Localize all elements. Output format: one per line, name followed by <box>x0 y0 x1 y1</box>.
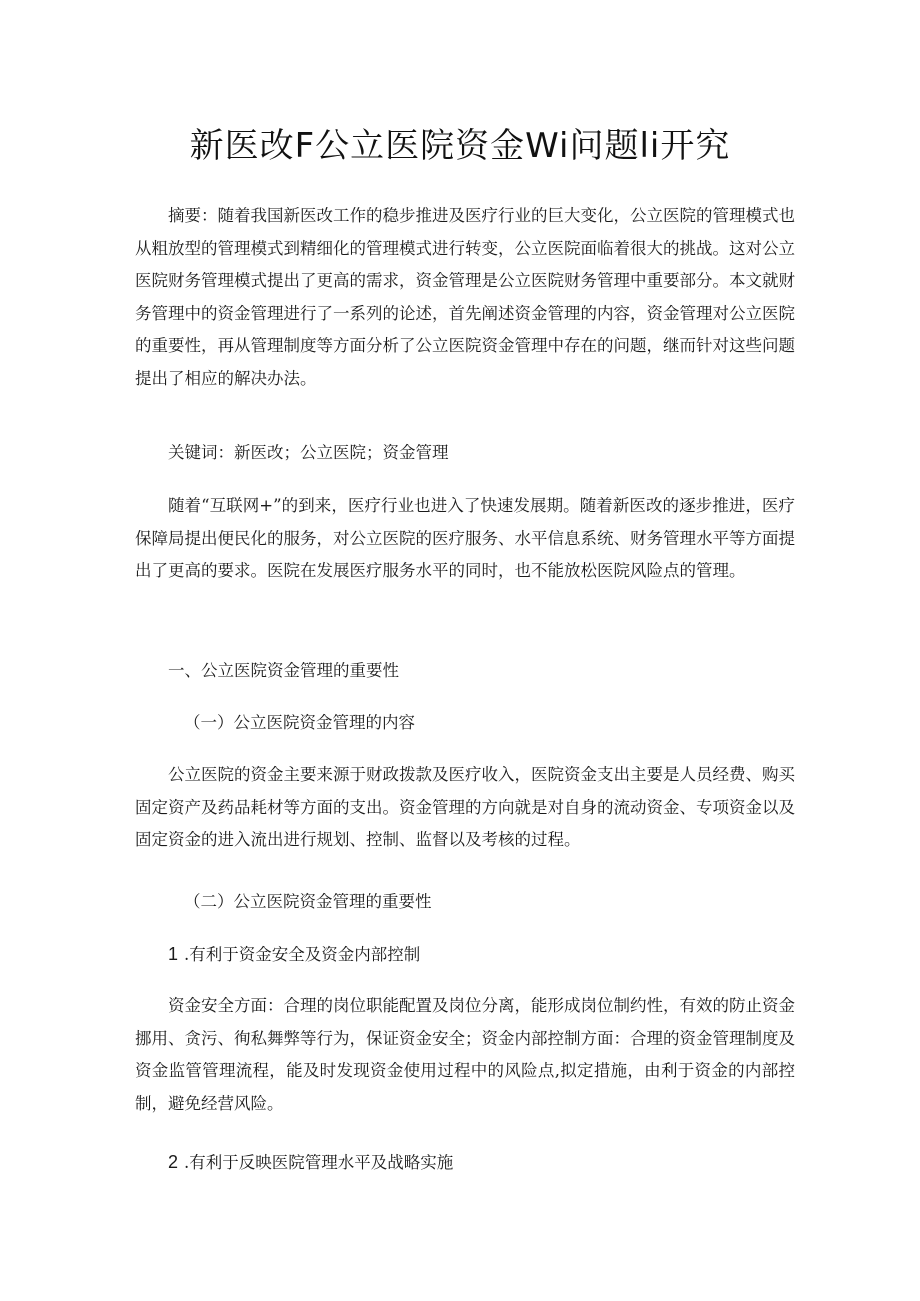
item-2-number: 2 <box>168 1152 179 1172</box>
item-2-heading <box>168 1150 453 1175</box>
abstract-paragraph: 摘要：随着我国新医改工作的稳步推进及医疗行业的巨大变化，公立医院的管理模式也从粗放型的管理模式到精细化的管理模式进行转变，公立医院面临着很大的挑战。这对公立医院财务管理模式提出了更高的需求，资金管理是公立医院财务管理中重要部分。本文就财务管理中的资金管理进行了一系列的论述，首先阐述资金管理的内容，资金管理对公立医院的重要性，再从管理制度等方面分析了公立医院资金管理中存在的问题，继而针对这些问题提出了相应的解决办法。 <box>135 206 795 388</box>
subsection-2-heading: （二）公立医院资金管理的重要性 <box>184 892 432 911</box>
item-1-heading-text: .有利于资金安全及资金内部控制 <box>184 945 421 964</box>
section-1-heading: 一、公立医院资金管理的重要性 <box>168 661 399 680</box>
keywords-line: 关键词：新医改；公立医院；资金管理 <box>168 443 449 462</box>
intro-paragraph: 随着“互联网+”的到来，医疗行业也进入了快速发展期。随着新医改的逐步推进，医疗保障局提出便民化的服务，对公立医院的医疗服务、水平信息系统、财务管理水平等方面提出了更高的要求。医院在发展医疗服务水平的同时，也不能放松医院风险点的管理。 <box>135 496 795 580</box>
item-1-heading <box>168 942 420 967</box>
subsection-1-paragraph: 公立医院的资金主要来源于财政拨款及医疗收入，医院资金支出主要是人员经费、购买固定资产及药品耗材等方面的支出。资金管理的方向就是对自身的流动资金、专项资金以及固定资金的进入流出进行规划、控制、监督以及考核的过程。 <box>135 765 795 849</box>
document-title: 新医改F公立医院资金Wi问题li开究 <box>189 126 731 166</box>
item-1-number: 1 <box>168 944 179 964</box>
item-1-paragraph: 资金安全方面：合理的岗位职能配置及岗位分离，能形成岗位制约性，有效的防止资金挪用、贪污、徇私舞弊等行为，保证资金安全；资金内部控制方面：合理的资金管理制度及资金监管管理流程，能及时发现资金使用过程中的风险点,拟定措施，由利于资金的内部控制，避免经营风险。 <box>135 996 795 1113</box>
item-2-heading-text: .有利于反映医院管理水平及战略实施 <box>184 1153 454 1172</box>
subsection-1-heading: （一）公立医院资金管理的内容 <box>184 713 415 732</box>
